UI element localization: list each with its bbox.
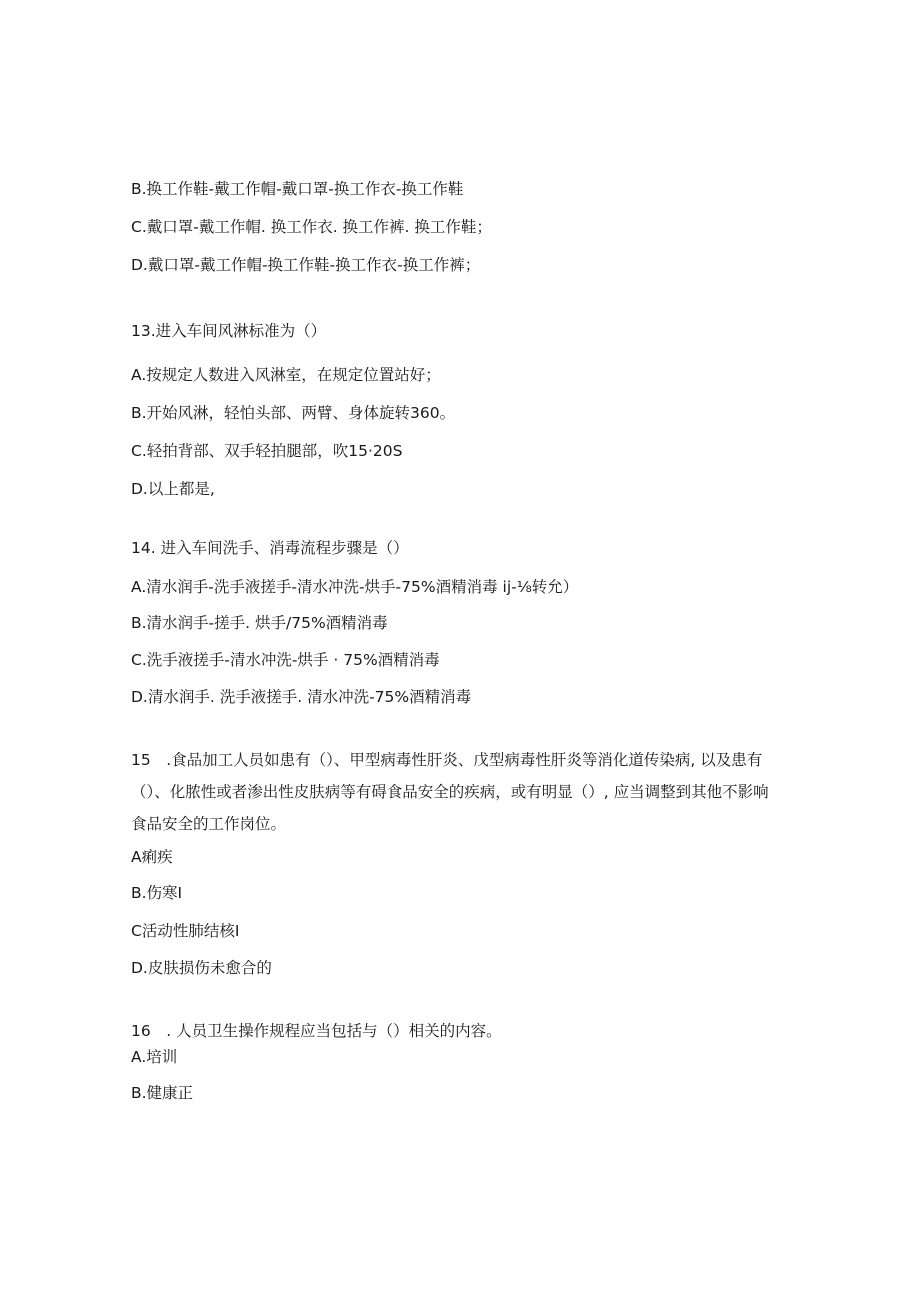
q13-option-d: D.以上都是, bbox=[131, 480, 215, 498]
q16-option-a: A.培训 bbox=[131, 1048, 178, 1066]
q12-option-d: D.戴口罩-戴工作帽-换工作鞋-换工作衣-换工作裤； bbox=[131, 256, 481, 274]
q13-option-c: C.轻拍背部、双手轻拍腿部，吹15·20S bbox=[131, 442, 403, 460]
q16-question: 16 . 人员卫生操作规程应当包括与（）相关的内容。 bbox=[131, 1022, 502, 1040]
q15-option-b: B.伤寒I bbox=[131, 884, 183, 902]
q12-option-c: C.戴口罩-戴工作帽. 换工作衣. 换工作裤. 换工作鞋； bbox=[131, 218, 492, 236]
q12-option-b: B.换工作鞋-戴工作帽-戴口罩-换工作衣-换工作鞋 bbox=[131, 180, 464, 198]
q14-option-a: A.清水润手-洗手液搓手-清水冲洗-烘手-75%酒精消毒 ij-⅛转允） bbox=[131, 578, 579, 596]
q14-option-b: B.清水润手-搓手. 烘手/75%酒精消毒 bbox=[131, 614, 388, 632]
q13-option-a: A.按规定人数进入风淋室，在规定位置站好； bbox=[131, 366, 441, 384]
q15-option-c: C活动性肺结核I bbox=[131, 922, 240, 940]
q13-question: 13.进入车间风淋标准为（） bbox=[131, 322, 327, 340]
q13-option-b: B.开始风淋，轻怕头部、两臂、身体旋转360。 bbox=[131, 404, 456, 422]
q14-option-c: C.洗手液搓手-清水冲洗-烘手 · 75%酒精消毒 bbox=[131, 651, 440, 669]
q15-option-d: D.皮肤损伤未愈合的 bbox=[131, 959, 272, 977]
q15-question: 15 .食品加工人员如患有（）、甲型病毒性肝炎、戊型病毒性肝炎等消化道传染病, 以及患有（）、化脓性或者渗出性皮肤病等有碍食品安全的疾病，或有明显（）, 应当调整到其他不影响食品安全的工作岗位。 bbox=[131, 751, 769, 833]
q15-option-a: A痢疾 bbox=[131, 848, 173, 866]
q14-option-d: D.清水润手. 洗手液搓手. 清水冲洗-75%酒精消毒 bbox=[131, 688, 472, 706]
q16-option-b: B.健康正 bbox=[131, 1084, 194, 1102]
q14-question: 14. 进入车间洗手、消毒流程步骤是（） bbox=[131, 539, 409, 557]
